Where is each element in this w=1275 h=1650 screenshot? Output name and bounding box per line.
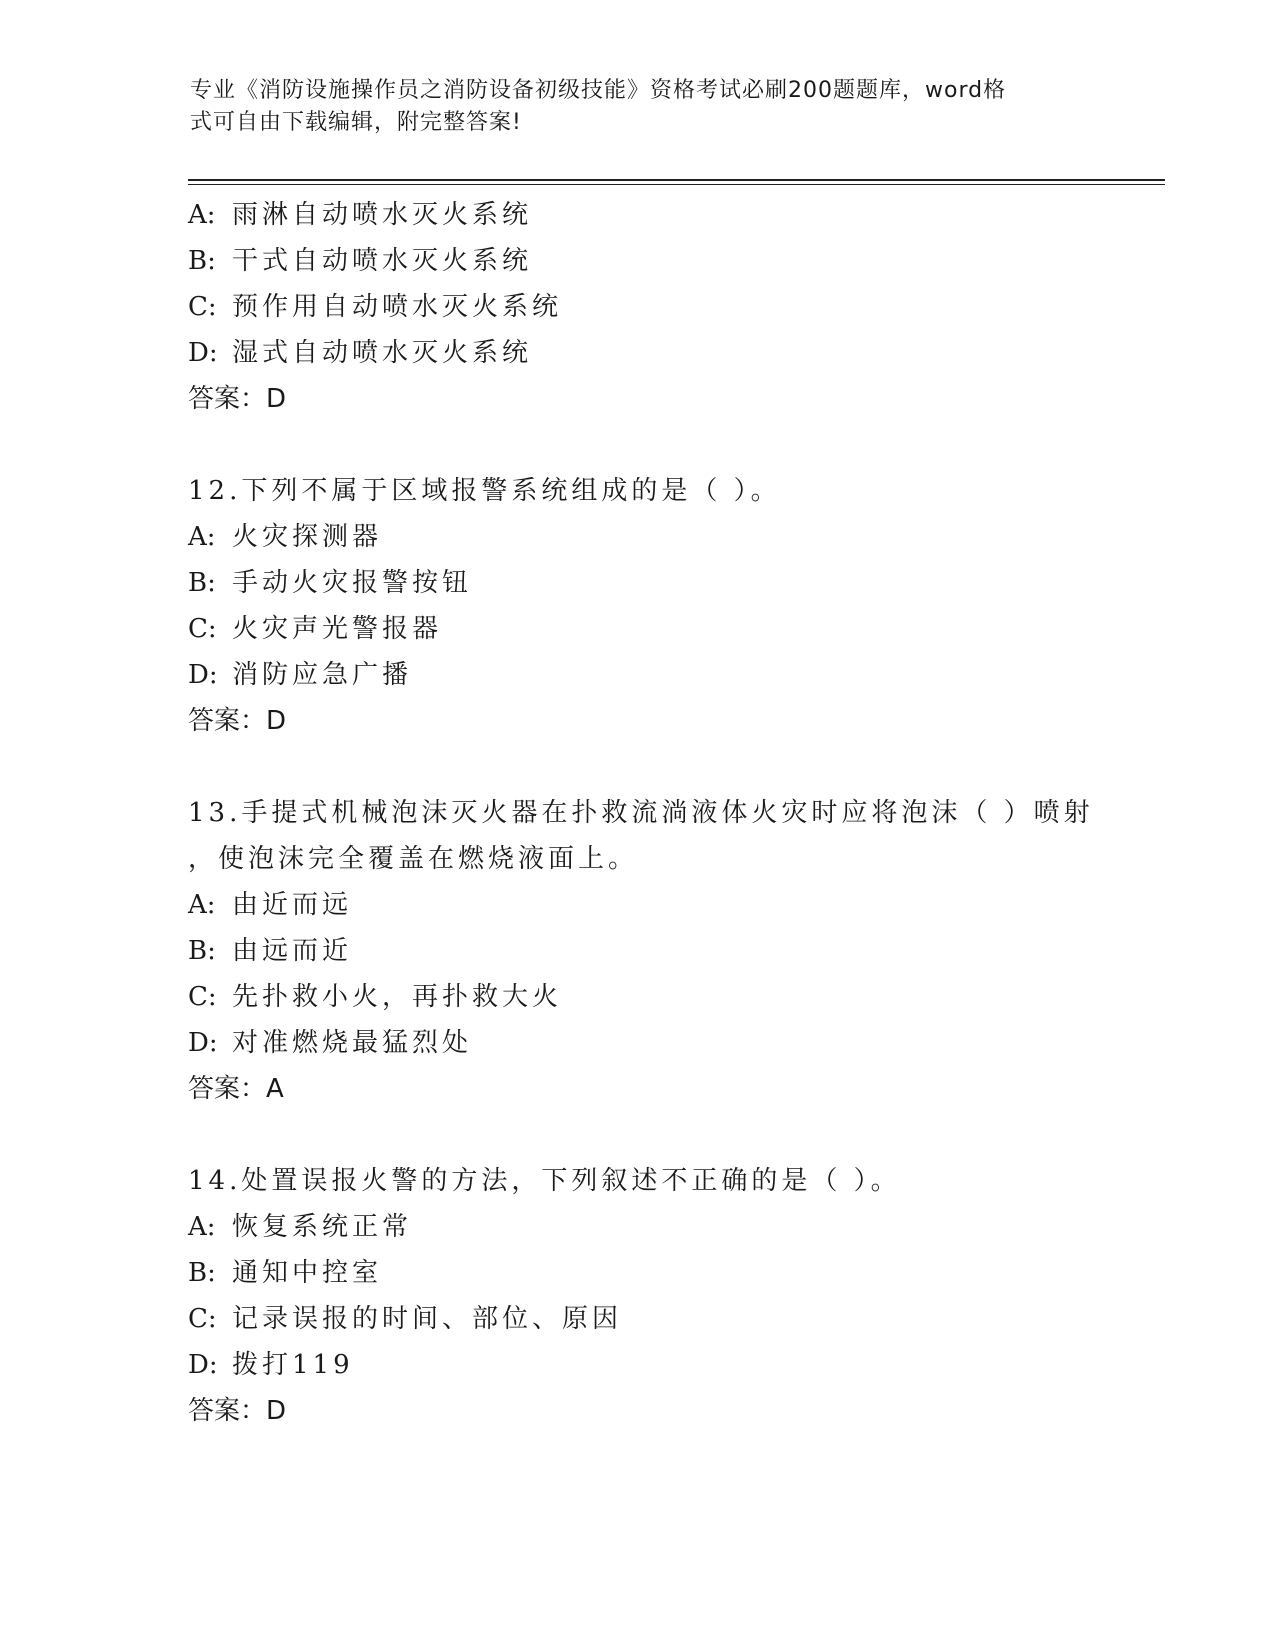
- option-label: D:: [188, 338, 218, 368]
- option-text: 记录误报的时间、部位、原因: [232, 1304, 623, 1334]
- option-label: A:: [188, 890, 216, 920]
- question-text: 12.下列不属于区域报警系统组成的是（ ）。: [188, 476, 781, 506]
- option-d: [188, 652, 1168, 698]
- option-text: 拨打119: [232, 1350, 354, 1380]
- option-label: B:: [188, 568, 216, 598]
- option-text: 对准燃烧最猛烈处: [232, 1028, 473, 1058]
- answer-line: 答案：A: [188, 1074, 284, 1104]
- option-a: [188, 192, 1168, 238]
- option-text: 由近而远: [232, 890, 353, 920]
- option-label: D:: [188, 660, 218, 690]
- option-text: 湿式自动喷水灭火系统: [232, 338, 533, 368]
- option-a: [188, 1204, 1168, 1250]
- question-13: [188, 790, 1168, 1112]
- option-text: 干式自动喷水灭火系统: [232, 246, 533, 276]
- option-text: 预作用自动喷水灭火系统: [232, 292, 563, 322]
- option-text: 火灾声光警报器: [232, 614, 443, 644]
- option-text: 手动火灾报警按钮: [232, 568, 473, 598]
- option-a: [188, 882, 1168, 928]
- option-label: C:: [188, 1304, 217, 1334]
- option-label: B:: [188, 936, 216, 966]
- option-text: 恢复系统正常: [232, 1212, 413, 1242]
- option-label: B:: [188, 1258, 216, 1288]
- option-label: D:: [188, 1350, 218, 1380]
- header-line-2: 式可自由下载编辑，附完整答案!: [190, 110, 522, 135]
- option-label: C:: [188, 614, 217, 644]
- answer-line: 答案：D: [188, 706, 287, 736]
- option-label: C:: [188, 292, 217, 322]
- option-b: [188, 928, 1168, 974]
- option-text: 火灾探测器: [232, 522, 383, 552]
- option-b: [188, 1250, 1168, 1296]
- option-c: [188, 606, 1168, 652]
- question-14: [188, 1158, 1168, 1434]
- answer-line: 答案：D: [188, 384, 287, 414]
- option-text: 雨淋自动喷水灭火系统: [232, 200, 533, 230]
- option-text: 由远而近: [232, 936, 353, 966]
- header-rule-thin: [188, 184, 1165, 185]
- question-text-line-1: 13.手提式机械泡沫灭火器在扑救流淌液体火灾时应将泡沫（ ）喷射: [188, 798, 1094, 828]
- question-12: [188, 468, 1168, 744]
- document-header: [190, 75, 1090, 139]
- header-line-1: 专业《消防设施操作员之消防设备初级技能》资格考试必刷200题题库，word格: [190, 78, 1007, 103]
- option-label: A:: [188, 1212, 216, 1242]
- header-rule-thick: [188, 179, 1165, 181]
- question-text: 14.处置误报火警的方法，下列叙述不正确的是（ ）。: [188, 1166, 901, 1196]
- option-c: [188, 284, 1168, 330]
- answer-line: 答案：D: [188, 1396, 287, 1426]
- option-text: 先扑救小火，再扑救大火: [232, 982, 563, 1012]
- option-text: 通知中控室: [232, 1258, 383, 1288]
- option-b: [188, 238, 1168, 284]
- option-label: B:: [188, 246, 216, 276]
- option-b: [188, 560, 1168, 606]
- option-label: C:: [188, 982, 217, 1012]
- option-c: [188, 974, 1168, 1020]
- option-d: [188, 1342, 1168, 1388]
- question-text-line-2: ，使泡沫完全覆盖在燃烧液面上。: [188, 844, 639, 874]
- option-text: 消防应急广播: [232, 660, 413, 690]
- option-d: [188, 330, 1168, 376]
- question-list: [188, 192, 1168, 1434]
- question-11: [188, 192, 1168, 422]
- option-label: A:: [188, 200, 216, 230]
- option-a: [188, 514, 1168, 560]
- option-c: [188, 1296, 1168, 1342]
- option-label: D:: [188, 1028, 218, 1058]
- option-label: A:: [188, 522, 216, 552]
- option-d: [188, 1020, 1168, 1066]
